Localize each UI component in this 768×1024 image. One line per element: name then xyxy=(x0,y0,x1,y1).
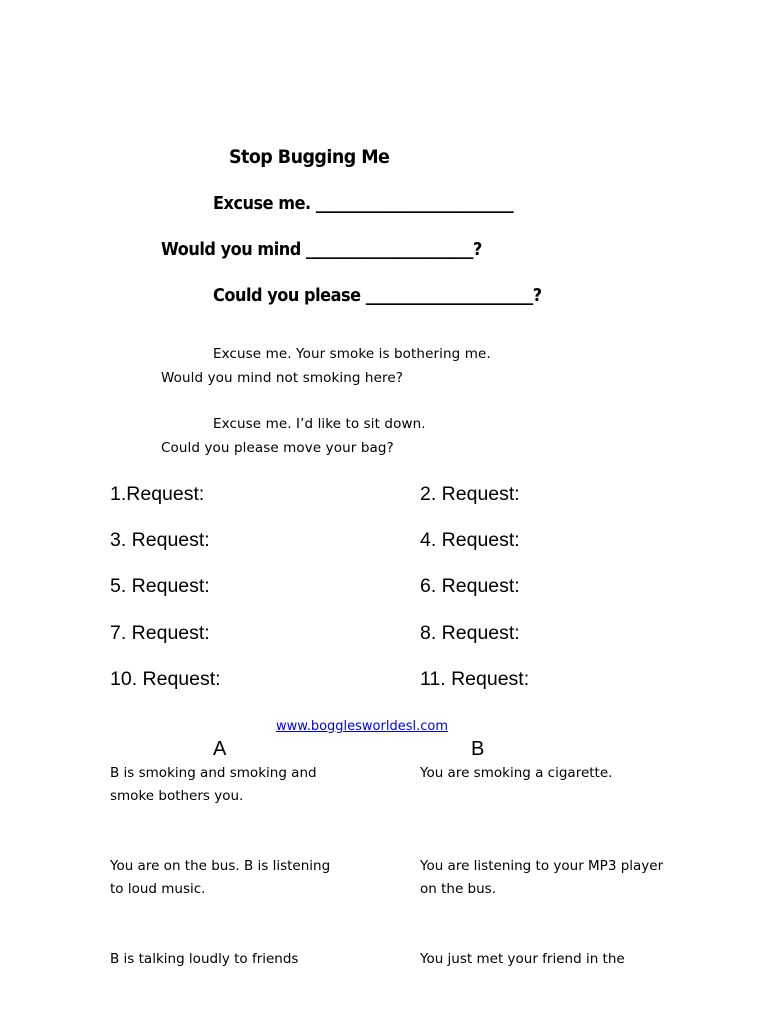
request-11: 11. Request: xyxy=(420,668,530,690)
column-a-header: A xyxy=(213,738,227,760)
column-b-header: B xyxy=(471,738,485,760)
request-10: 10. Request: xyxy=(110,668,221,690)
request-7: 7. Request: xyxy=(110,622,210,644)
request-6: 6. Request: xyxy=(420,575,520,597)
example-1-line-2: Would you mind not smoking here? xyxy=(161,370,404,386)
request-1: 1.Request: xyxy=(110,483,205,505)
website-link[interactable]: www.bogglesworldesl.com xyxy=(276,719,449,734)
request-3: 3. Request: xyxy=(110,529,210,551)
role-a-1: B is smoking and smoking and smoke bothers you. xyxy=(110,765,317,804)
request-2: 2. Request: xyxy=(420,483,520,505)
role-b-3: You just met your friend in the xyxy=(420,951,625,967)
example-1-line-1: Excuse me. Your smoke is bothering me. xyxy=(213,346,491,362)
request-4: 4. Request: xyxy=(420,529,520,551)
page-title: Stop Bugging Me xyxy=(229,146,390,168)
role-b-2: You are listening to your MP3 player on the bus. xyxy=(420,858,664,897)
pattern-could-you-please: Could you please ______________________? xyxy=(213,286,542,306)
pattern-excuse-me: Excuse me. __________________________ xyxy=(213,194,514,214)
pattern-would-you-mind: Would you mind ______________________? xyxy=(161,240,482,260)
example-2-line-1: Excuse me. I’d like to sit down. xyxy=(213,416,426,432)
role-a-3: B is talking loudly to friends xyxy=(110,951,299,967)
example-2-line-2: Could you please move your bag? xyxy=(161,440,394,456)
role-a-2: You are on the bus. B is listening to loud music. xyxy=(110,858,331,897)
role-b-1: You are smoking a cigarette. xyxy=(420,765,613,781)
request-8: 8. Request: xyxy=(420,622,520,644)
request-5: 5. Request: xyxy=(110,575,210,597)
